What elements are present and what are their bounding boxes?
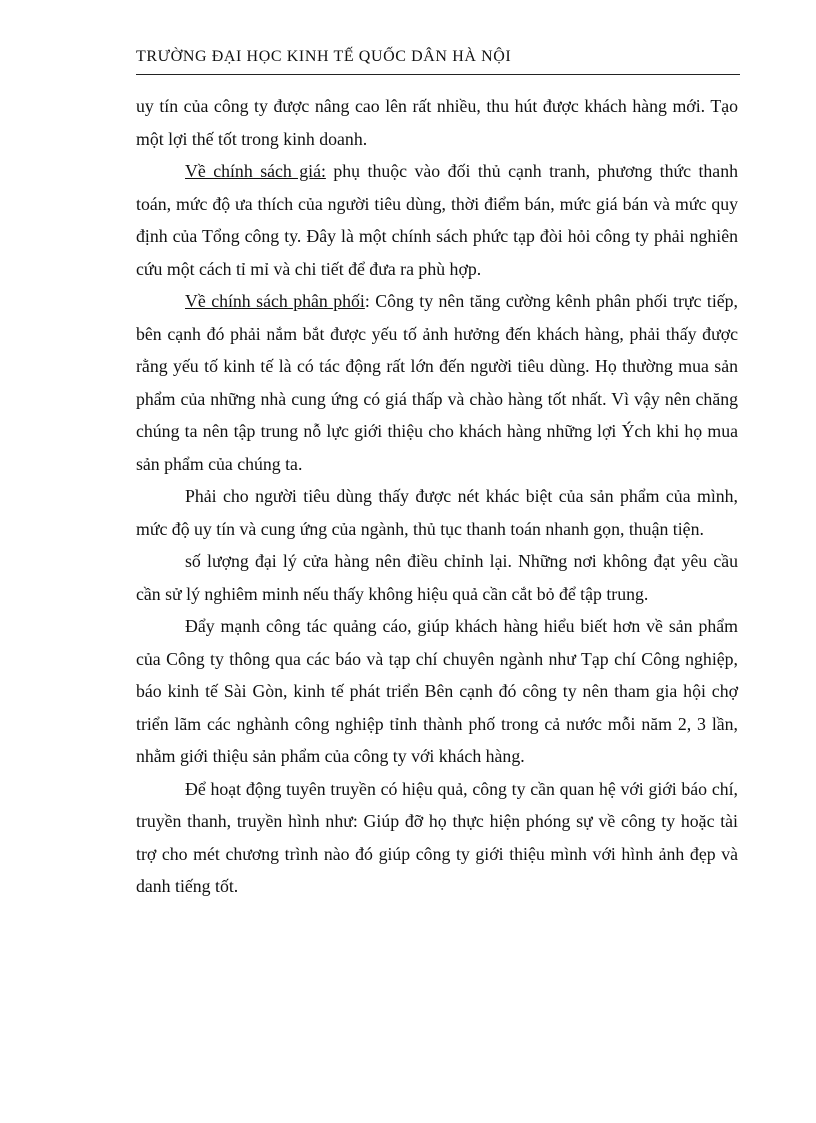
paragraph-price-policy — [136, 155, 738, 285]
price-policy-heading: Về chính sách giá: — [185, 161, 326, 181]
distribution-policy-heading: Về chính sách phân phối — [185, 291, 365, 311]
header-divider — [136, 74, 740, 75]
document-body — [136, 90, 738, 903]
page-header: TRƯỜNG ĐẠI HỌC KINH TẾ QUỐC DÂN HÀ NỘI — [136, 48, 512, 65]
paragraph-advertising: Đẩy mạnh công tác quảng cáo, giúp khách hàng hiểu biết hơn về sản phẩm của Công ty thông qua các báo và tạp chí chuyên ngành như Tạp chí Công nghiệp, báo kinh tế Sài Gòn, kinh tế phát triển Bên cạnh đó công ty nên tham gia hội chợ triển lãm các nghành công nghiệp tỉnh thành phố trong cả nước mỗi năm 2, 3 lần, nhằm giới thiệu sản phẩm của công ty với khách hàng. — [136, 616, 738, 766]
distribution-policy-text: : Công ty nên tăng cường kênh phân phối trực tiếp, bên cạnh đó phải nắm bắt được yếu tố ảnh hưởng đến khách hàng, phải thấy được rằng yếu tố kinh tế là có tác động rất lớn đến người tiêu dùng. Họ thường mua sản phẩm của những nhà cung ứng có giá thấp và chào hàng tốt nhất. Vì vậy nên chăng chúng ta nên tập trung nỗ lực giới thiệu cho khách hàng những lợi Ých khi họ mua sản phẩm của chúng ta. — [136, 291, 739, 474]
paragraph-distribution-policy — [136, 285, 738, 480]
paragraph-differentiation: Phải cho người tiêu dùng thấy được nét khác biệt của sản phẩm của mình, mức độ uy tín và cung ứng của ngành, thủ tục thanh toán nhanh gọn, thuận tiện. — [136, 486, 738, 539]
price-policy-text: phụ thuộc vào đối thủ cạnh tranh, phương thức thanh toán, mức độ ưa thích của người tiêu dùng, thời điểm bán, mức giá bán và mức quy định của Tổng công ty. Đây là một chính sách phức tạp đòi hỏi công ty phải nghiên cứu một cách tỉ mỉ và chi tiết để đưa ra phù hợp. — [136, 161, 738, 279]
paragraph-agents: số lượng đại lý cửa hàng nên điều chỉnh lại. Những nơi không đạt yêu cầu cần sử lý nghiêm minh nếu thấy không hiệu quả cần cắt bỏ để tập trung. — [136, 551, 738, 604]
paragraph-public-relations: Để hoạt động tuyên truyền có hiệu quả, công ty cần quan hệ với giới báo chí, truyền thanh, truyền hình như: Giúp đỡ họ thực hiện phóng sự về công ty hoặc tài trợ cho mét chương trình nào đó giúp công ty giới thiệu mình với hình ảnh đẹp và danh tiếng tốt. — [136, 778, 738, 896]
paragraph-continuation: uy tín của công ty được nâng cao lên rất nhiều, thu hút được khách hàng mới. Tạo một lợi thế tốt trong kinh doanh. — [136, 96, 738, 149]
